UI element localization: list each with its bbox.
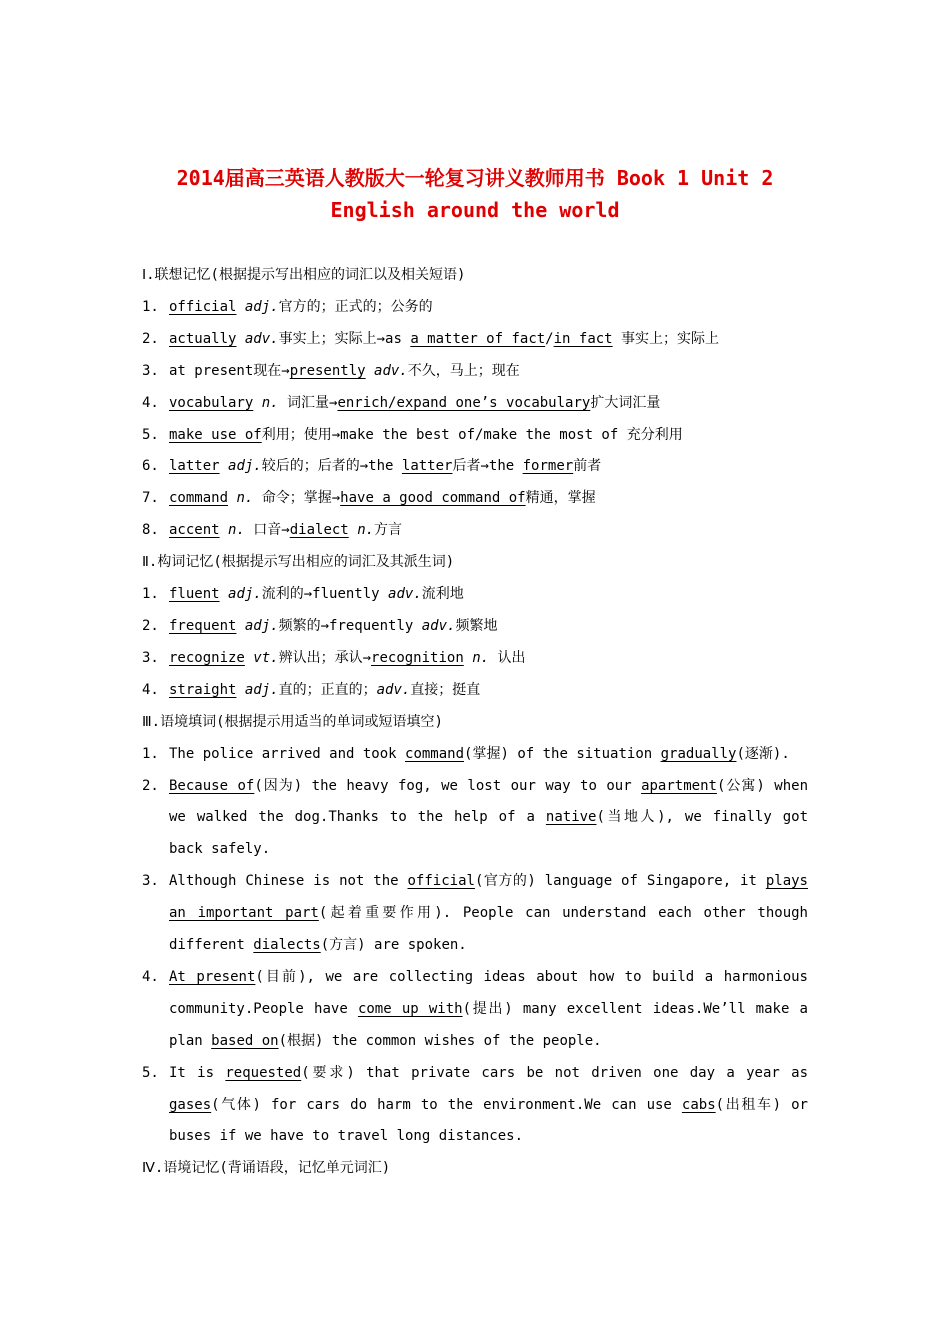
answer: enrich/expand one’s vocabulary: [337, 394, 591, 411]
list-item: 2. actually adv.事实上；实际上→as a matter of fact/in fact 事实上；实际上: [142, 330, 720, 347]
list-item: 4. vocabulary n. 词汇量→enrich/expand one’s vocabulary扩大词汇量: [142, 394, 661, 411]
list-item: 1. The police arrived and took command(掌握) of the situation gradually(逐渐).: [142, 745, 790, 762]
answer: in fact: [553, 330, 613, 347]
list-item: 5. make use of利用；使用→make the best of/make the most of 充分利用: [142, 426, 683, 443]
list-item: 6. latter adj.较后的；后者的→the latter后者→the former前者: [142, 458, 602, 475]
answer: latter: [401, 458, 453, 475]
answer: command: [169, 490, 229, 507]
list-item: 1. fluent adj.流利的→fluently adv.流利地: [142, 586, 464, 603]
answer: dialect: [289, 522, 349, 539]
answer: apartment: [641, 777, 717, 794]
answer: dialects: [253, 937, 321, 954]
answer: requested: [225, 1064, 302, 1081]
answer: At present: [169, 968, 256, 985]
list-item: 8. accent n. 口音→dialect n.方言: [142, 522, 403, 539]
answer: native: [545, 809, 597, 826]
answer: plays an important part: [169, 873, 808, 922]
title-line-1: 2014届高三英语人教版大一轮复习讲义教师用书 Book 1 Unit 2: [176, 166, 774, 190]
section-heading-2: Ⅱ.构词记忆(根据提示写出相应的词汇及其派生词): [142, 554, 455, 571]
answer: cabs: [681, 1096, 716, 1113]
list-item: 4. straight adj.直的；正直的；adv.直接；挺直: [142, 681, 481, 698]
answer: gradually: [660, 745, 737, 762]
answer: official: [169, 298, 237, 315]
answer: command: [405, 745, 465, 762]
list-item: 3. Although Chinese is not the official(官方的) language of Singapore, it plays an important part(起着重要作用). People can understand each other though different dialects(方言) are spoken.: [142, 873, 808, 954]
section-heading-4: Ⅳ.语境记忆(背诵语段，记忆单元词汇): [142, 1160, 391, 1177]
list-item: 3. recognize vt.辨认出；承认→recognition n. 认出: [142, 649, 526, 666]
list-item: 5. It is requested(要求) that private cars be not driven one day a year as gases(气体) for cars do harm to the environment.We can use cabs(出租车) or buses if we have to travel long distances.: [142, 1064, 808, 1145]
answer: based on: [211, 1032, 279, 1049]
answer: accent: [169, 522, 220, 539]
document-body: [142, 260, 808, 1185]
answer: latter: [169, 458, 220, 475]
list-item: 4. At present(目前), we are collecting ideas about how to build a harmonious community.People have come up with(提出) many excellent ideas.We’ll make a plan based on(根据) the common wishes of the people.: [142, 968, 808, 1049]
document-title: [100, 162, 850, 226]
section-heading-1: Ⅰ.联想记忆(根据提示写出相应的词汇以及相关短语): [142, 267, 466, 283]
list-item: 1. official adj.官方的；正式的；公务的: [142, 298, 433, 315]
list-item: 7. command n. 命令；掌握→have a good command of精通，掌握: [142, 490, 596, 507]
answer: official: [407, 873, 475, 890]
list-item: 2. frequent adj.频繁的→frequently adv.频繁地: [142, 617, 498, 634]
answer: recognize: [169, 649, 245, 666]
answer: former: [522, 458, 574, 475]
list-item: 3. at present现在→presently adv.不久，马上；现在: [142, 362, 520, 379]
answer: Because of: [169, 777, 255, 794]
answer: have a good command of: [340, 490, 526, 507]
answer: straight: [169, 681, 237, 698]
answer: fluent: [169, 586, 220, 603]
section-heading-3: Ⅲ.语境填词(根据提示用适当的单词或短语填空): [142, 713, 443, 730]
answer: presently: [289, 362, 366, 379]
answer: a matter of fact: [410, 330, 546, 347]
answer: recognition: [371, 649, 464, 666]
answer: frequent: [169, 617, 237, 634]
answer: actually: [169, 330, 237, 347]
list-item: 2. Because of(因为) the heavy fog, we lost our way to our apartment(公寓) when we walked the dog.Thanks to the help of a native(当地人), we finally got back safely.: [142, 777, 809, 858]
answer: come up with: [357, 1000, 463, 1017]
answer: vocabulary: [169, 394, 254, 411]
answer: make use of: [169, 426, 262, 443]
answer: gases: [169, 1096, 212, 1113]
title-line-2: English around the world: [330, 198, 620, 222]
